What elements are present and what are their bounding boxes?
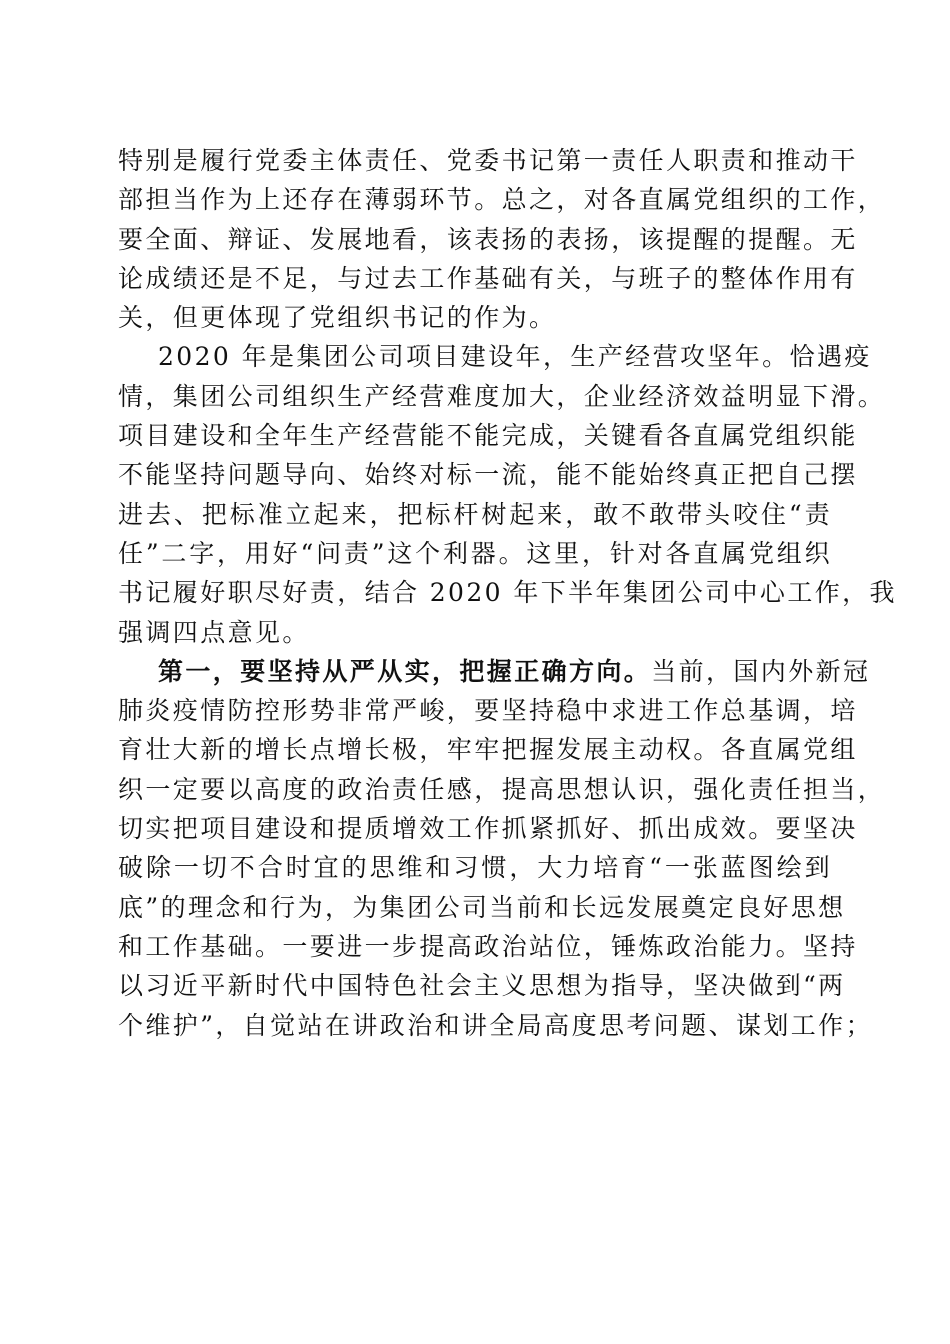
text-line: 项目建设和全年生产经营能不能完成，关键看各直属党组织能 — [118, 421, 858, 451]
text-line: 部担当作为上还存在薄弱环节。总之，对各直属党组织的工作， — [118, 185, 886, 215]
text-line: 2020 年是集团公司项目建设年，生产经营攻坚年。恰遇疫 — [158, 342, 872, 372]
text-line: 织一定要以高度的政治责任感，提高思想认识，强化责任担当， — [118, 774, 886, 804]
text-line: 破除一切不合时宜的思维和习惯，大力培育“一张蓝图绘到 — [118, 853, 832, 883]
text-line: 肺炎疫情防控形势非常严峻，要坚持稳中求进工作总基调，培 — [118, 696, 858, 726]
text-line: 强调四点意见。 — [118, 617, 310, 647]
paragraph-3 — [118, 652, 886, 1045]
text-line: 任”二字，用好“问责”这个利器。这里，针对各直属党组织 — [118, 538, 832, 568]
section-heading: 第一，要坚持从严从实，把握正确方向。 — [158, 656, 652, 686]
text-line: 底”的理念和行为，为集团公司当前和长远发展奠定良好思想 — [118, 892, 846, 922]
text-line: 育壮大新的增长点增长极，牢牢把握发展主动权。各直属党组 — [118, 735, 858, 765]
text-line: 进去、把标准立起来，把标杆树起来，敢不敢带头咬住“责 — [118, 499, 832, 529]
text-line: 个维护”，自觉站在讲政治和讲全局高度思考问题、谋划工作； — [118, 1010, 873, 1040]
text-line: 书记履好职尽好责，结合 2020 年下半年集团公司中心工作，我 — [118, 578, 897, 608]
text-line — [118, 652, 871, 691]
text-line: 不能坚持问题导向、始终对标一流，能不能始终真正把自己摆 — [118, 460, 858, 490]
paragraph-1 — [118, 141, 886, 337]
text-line: 切实把项目建设和提质增效工作抓紧抓好、抓出成效。要坚决 — [118, 814, 858, 844]
heading-continuation: 当前，国内外新冠 — [651, 656, 871, 686]
text-line: 以习近平新时代中国特色社会主义思想为指导，坚决做到“两 — [118, 971, 846, 1001]
document-body — [118, 141, 897, 1045]
paragraph-2 — [118, 337, 897, 651]
text-line: 特别是履行党委主体责任、党委书记第一责任人职责和推动干 — [118, 146, 858, 175]
text-line: 论成绩还是不足，与过去工作基础有关，与班子的整体作用有 — [118, 263, 858, 293]
text-line: 情，集团公司组织生产经营难度加大，企业经济效益明显下滑。 — [118, 381, 886, 411]
text-line: 关，但更体现了党组织书记的作为。 — [118, 303, 557, 333]
text-line: 要全面、辩证、发展地看，该表扬的表扬，该提醒的提醒。无 — [118, 224, 858, 254]
text-line: 和工作基础。一要进一步提高政治站位，锤炼政治能力。坚持 — [118, 931, 858, 961]
